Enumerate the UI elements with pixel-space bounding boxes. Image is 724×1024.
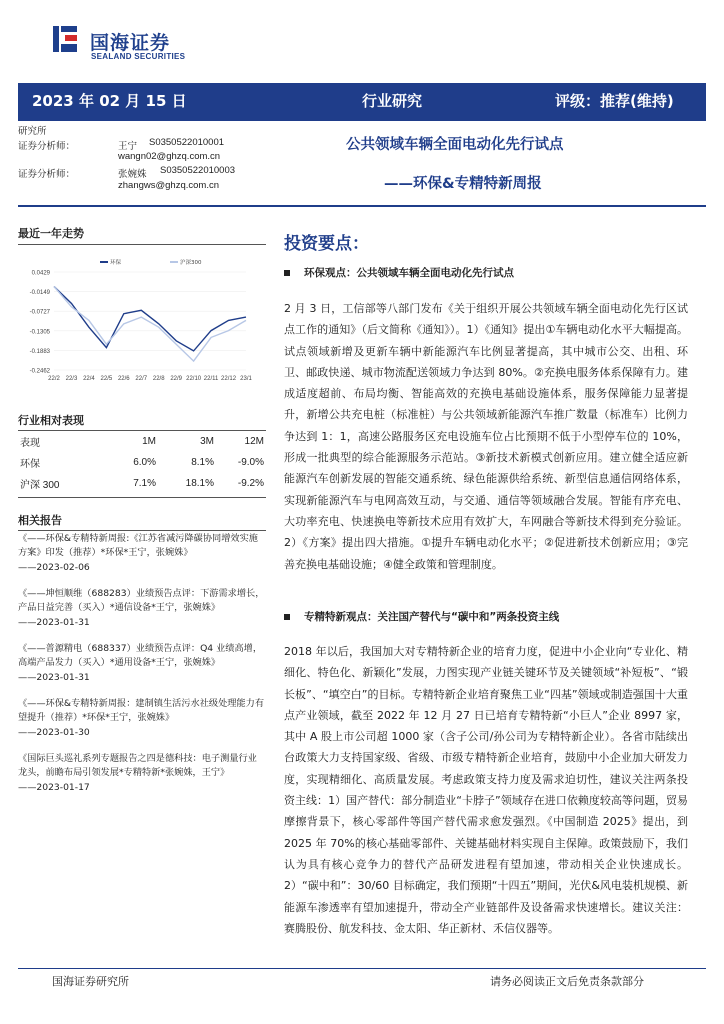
x-tick-label: 22/12 xyxy=(221,376,237,382)
x-tick-label: 22/6 xyxy=(117,376,130,382)
footer-divider xyxy=(18,968,706,969)
analyst1-role: 证券分析师： xyxy=(18,141,76,152)
related-report-text: 《——坤恒顺维（688283）业绩预告点评：下游需求增长，产品日益完善（买入）*通信设备*王宁，张婉姝》 xyxy=(18,588,265,614)
perf-cell: 7.1% xyxy=(133,478,156,489)
y-tick-label: -0.0727 xyxy=(29,309,50,316)
report-date: 2023 年 02 月 15 日 xyxy=(32,92,187,110)
section1-heading xyxy=(284,265,514,280)
bullet-square-icon xyxy=(284,614,290,620)
series-line xyxy=(54,287,246,351)
perf-header-cell: 12M xyxy=(244,436,264,447)
x-tick-label: 22/4 xyxy=(83,376,95,382)
analyst2-role: 证券分析师： xyxy=(18,169,76,180)
analyst2-name: 张婉姝 xyxy=(118,169,147,180)
related-report-item[interactable] xyxy=(18,532,265,575)
analyst2-id: S0350522010003 xyxy=(160,165,236,176)
legend-label: 环保 xyxy=(110,260,122,266)
related-report-item[interactable] xyxy=(18,642,265,685)
related-report-date: ——2023-01-30 xyxy=(18,726,90,738)
header-divider xyxy=(18,205,706,207)
series-line xyxy=(54,287,246,362)
perf-table-divider xyxy=(18,497,266,498)
x-tick-label: 22/7 xyxy=(135,376,148,382)
related-report-date: ——2023-02-06 xyxy=(18,561,90,573)
brand-name-cn: 国海证券 xyxy=(90,32,171,54)
related-report-text: 《国际巨头巡礼系列专题报告之四是德科技：电子测量行业龙头，前瞻布局引领发展*专精特新*张婉姝，王宁》 xyxy=(18,753,257,779)
perf-table xyxy=(18,431,266,494)
institute-label: 研究所 xyxy=(18,126,47,137)
related-report-date: ——2023-01-31 xyxy=(18,616,90,628)
related-report-date: ——2023-01-31 xyxy=(18,671,90,683)
analyst1-email[interactable]: wangn02@ghzq.com.cn xyxy=(118,151,221,162)
reports-title-divider xyxy=(18,530,266,531)
section1-body: 2 月 3 日，工信部等八部门发布《关于组织开展公共领域车辆全面电动化先行区试点工作的通知》（后文简称《通知》）。1）《通知》提出①车辆电动化水平大幅提高。试点领域新增及更新车辆中新能源汽车比例显著提高，其中城市公交、出租、环卫、邮政快递、城市物流配送领域力争达到 80%。②充换电服务体系保障有力。建成适度超前、布局均衡、智能高效的充换电基础设施体系，服务保障能力显著提升，新增公共充电桩（标准桩）与公共领域新能源汽车推广数量（标准车）比例力争达到 1：1，高速公路服务区充电设施车位占比预期不低于小型停车位的 10%，形成一批典型的综合能源服务示范站。③新技术新模式创新应用。建立健全适应新能源汽车创新发展的智能交通系统、绿色能源供给系统、新型信息通信网络体系，实现新能源汽车与电网高效互动，与交通、通信等领域融合发展。智能有序充电、大功率充电、快速换电等新技术应用有效扩大，车网融合等新技术得到充分验证。2）《方案》提出四大措施。①提升车辆电动化水平；②促进新技术创新应用；③完善充换电基础设施；④健全政策和管理制度。 xyxy=(284,302,688,571)
perf-cell: 18.1% xyxy=(185,478,214,489)
perf-cell: -9.0% xyxy=(237,457,264,468)
perf-row xyxy=(18,473,266,494)
x-tick-label: 22/5 xyxy=(100,376,113,382)
trend-chart-title: 最近一年走势 xyxy=(18,227,84,240)
analyst2-email[interactable]: zhangws@ghzq.com.cn xyxy=(118,180,219,191)
x-tick-label: 22/9 xyxy=(170,376,183,382)
section2-heading xyxy=(284,609,559,624)
analyst1-id: S0350522010001 xyxy=(149,137,225,148)
report-category: 行业研究 xyxy=(362,92,423,110)
legend-label: 沪深300 xyxy=(180,260,202,266)
y-tick-label: -0.0149 xyxy=(29,290,50,297)
y-tick-label: -0.2462 xyxy=(29,368,50,375)
perf-cell: 6.0% xyxy=(133,457,156,468)
section2-body: 2018 年以后，我国加大对专精特新企业的培育力度，促进中小企业向“专业化、精细化、特色化、新颖化”发展，力图实现产业链关键环节及关键领域“补短板”、“锻长板”、“填空白”的目标。专精特新企业培育聚焦工业“四基”领域或制造强国十大重点产业领域，截至 2022 年 12 月 27 日已培育专精特新“小巨人”企业 8997 家，其中 A 股上市公司超 1000 家（含子公司/孙公司为专精特新企业）。各省市陆续出台政策大力支持国家级、省级、市级专精特新企业培育，鼓励中小企业加大研发力度，实现精细化、高质量发展。考虑政策支持力度及需求迫切性，建议关注两条投资主线：1）国产替代：部分制造业“卡脖子”领域存在进口依赖度较高等问题，贸易摩擦背景下，核心零部件等国产替代需求愈发强烈。《中国制造 2025》提出，到 2025 年 70%的核心基础零部件、关键基础材料实现自主保障。政策鼓励下，我们认为具有核心竞争力的替代产品研发进程有望加速，带动相关企业快速成长。2）“碳中和”：30/60 目标确定，我们预期“十四五”期间，光伏&风电装机规模、新能源车渗透率有望加速提升，带动全产业链部件及设备需求快速增长。建议关注：赛腾股份、航发科技、金太阳、华正新材、禾信仪器等。 xyxy=(284,645,688,935)
y-tick-label: 0.0429 xyxy=(31,270,50,277)
reports-title: 相关报告 xyxy=(18,514,62,527)
perf-cell: 8.1% xyxy=(191,457,214,468)
perf-header-cell: 1M xyxy=(142,436,156,447)
related-report-text: 《——环保&专精特新周报：建制镇生活污水社级处理能力有望提升（推荐）*环保*王宁，张婉姝》 xyxy=(18,698,265,724)
section2-title: 专精特新观点：关注国产替代与“碳中和”两条投资主线 xyxy=(304,611,560,623)
footer-disclaimer: 请务必阅读正文后免责条款部分 xyxy=(490,975,644,988)
bullet-square-icon xyxy=(284,270,290,276)
analyst1-name: 王宁 xyxy=(118,141,138,152)
report-subtitle: ——环保&专精特新周报 xyxy=(384,176,542,192)
perf-header-row xyxy=(18,431,266,452)
perf-row xyxy=(18,452,266,473)
x-tick-label: 22/11 xyxy=(203,376,219,382)
report-rating: 评级：推荐(维持) xyxy=(555,92,674,110)
y-tick-label: -0.1883 xyxy=(29,348,50,355)
related-report-text: 《——普源精电（688337）业绩预告点评：Q4 业绩高增，高端产品发力（买入）*通用设备*王宁，张婉姝》 xyxy=(18,643,263,669)
x-tick-label: 23/1 xyxy=(240,376,252,382)
related-report-item[interactable] xyxy=(18,587,265,630)
brand-name-en: SEALAND SECURITIES xyxy=(91,52,186,61)
related-report-item[interactable] xyxy=(18,697,265,740)
trend-chart xyxy=(18,256,253,386)
section1-title: 环保观点：公共领域车辆全面电动化先行试点 xyxy=(304,267,514,279)
brand-logo-icon xyxy=(51,24,79,54)
x-tick-label: 22/10 xyxy=(186,376,202,382)
x-tick-label: 22/3 xyxy=(65,376,78,382)
footer-institute: 国海证券研究所 xyxy=(52,975,129,988)
perf-cell: -9.2% xyxy=(237,478,264,489)
perf-header-cell: 3M xyxy=(200,436,214,447)
trend-title-divider xyxy=(18,244,266,245)
perf-title: 行业相对表现 xyxy=(18,414,84,427)
perf-cell: 沪深 300 xyxy=(20,480,60,491)
investment-highlights-heading: 投资要点： xyxy=(284,234,369,254)
x-tick-label: 22/8 xyxy=(152,376,165,382)
related-report-item[interactable] xyxy=(18,752,265,795)
perf-header-cell: 表现 xyxy=(20,438,40,449)
x-tick-label: 22/2 xyxy=(48,376,60,382)
y-tick-label: -0.1305 xyxy=(29,329,50,336)
related-report-date: ——2023-01-17 xyxy=(18,781,90,793)
related-report-text: 《——环保&专精特新周报:《江苏省减污降碳协同增效实施方案》印发（推荐）*环保*王宁，张婉姝》 xyxy=(18,533,258,559)
report-title: 公共领域车辆全面电动化先行试点 xyxy=(346,137,564,153)
perf-cell: 环保 xyxy=(20,459,40,470)
